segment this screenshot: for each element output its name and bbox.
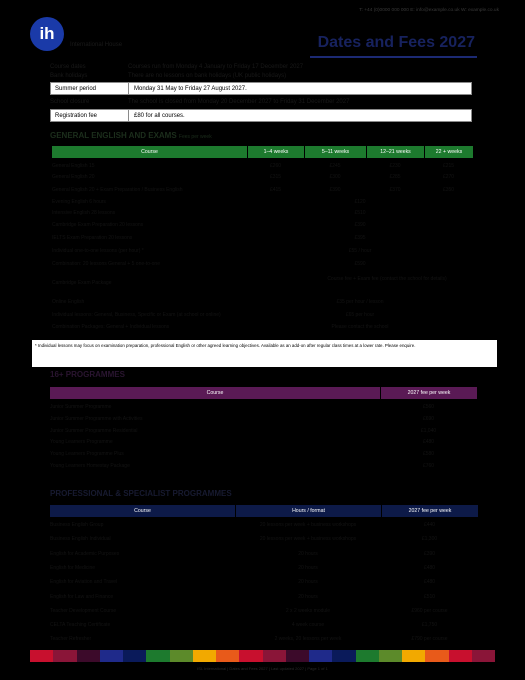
fee-flat: Course fee + Exam fee (contact the school for details) bbox=[327, 276, 447, 282]
fee-per-week: £1,750 bbox=[421, 622, 438, 629]
fee-flat: £390 bbox=[354, 222, 366, 228]
page-footer: ISL International | Dates and Fees 2027 | Last updated 2027 | Page 1 of 1 bbox=[197, 666, 328, 671]
info-row-summer bbox=[50, 82, 472, 95]
color-stripe-segment bbox=[309, 650, 332, 662]
table-row bbox=[50, 437, 477, 448]
col-header-course: Course bbox=[206, 390, 224, 396]
color-stripe-segment bbox=[263, 650, 286, 662]
fee-flat: £395 bbox=[354, 235, 366, 241]
col-header-22-plus: 22 + weeks bbox=[424, 146, 473, 158]
hours-format: 4 week course bbox=[291, 622, 325, 629]
hours-format: 20 hours bbox=[298, 593, 318, 600]
fee-per-week: £480 bbox=[423, 579, 436, 586]
table-row bbox=[50, 591, 478, 604]
info-label: Registration fee bbox=[51, 110, 129, 121]
table-row bbox=[52, 184, 473, 196]
fee-flat: Please contact the school bbox=[331, 324, 389, 330]
table-row bbox=[52, 232, 473, 244]
col-header-fee: 2027 fee per week bbox=[380, 387, 477, 399]
section-title-text: GENERAL ENGLISH AND EXAMS bbox=[50, 131, 177, 140]
color-stripe-segment bbox=[193, 650, 216, 662]
table-row bbox=[50, 576, 478, 589]
hours-format: 20 hours bbox=[298, 579, 318, 586]
course-name: English for Academic Purposes bbox=[50, 550, 120, 557]
course-name: Young Learners Homestay Package bbox=[50, 463, 130, 469]
fee-per-week: £760 bbox=[422, 463, 435, 469]
footnote: * Individual lessons may focus on examination preparation, professional English or other agreed learning objectives. Available as an add-on after regular class times at a lower rate. Please enquire. bbox=[32, 340, 497, 367]
section-title-professional: PROFESSIONAL & SPECIALIST PROGRAMMES bbox=[50, 489, 232, 498]
hours-format: 20 lessons per week + business workshops bbox=[259, 536, 357, 543]
course-name: English for Aviation and Travel bbox=[50, 579, 118, 586]
color-stripe-segment bbox=[472, 650, 495, 662]
fee-12-21-weeks: £285 bbox=[389, 174, 401, 180]
fee-5-11-weeks: £245 bbox=[329, 163, 341, 169]
fee-12-21-weeks: £370 bbox=[389, 187, 401, 193]
table-row bbox=[50, 414, 477, 425]
hours-format: 20 lessons per week + business workshops bbox=[259, 522, 357, 528]
col-header-course: Course bbox=[134, 508, 151, 514]
young-table-header bbox=[50, 387, 477, 399]
course-name: English for Law and Finance bbox=[50, 593, 114, 600]
fee-per-week: £390 bbox=[423, 550, 436, 557]
course-name: Young Learners Programme Plus bbox=[50, 451, 124, 458]
fee-flat: £510 bbox=[354, 210, 366, 216]
color-stripe-segment bbox=[123, 650, 146, 662]
fee-5-11-weeks: £300 bbox=[329, 174, 341, 180]
fee-12-21-weeks: £230 bbox=[389, 163, 401, 169]
fee-5-11-weeks: £390 bbox=[329, 187, 341, 193]
hours-format: 20 hours bbox=[298, 550, 318, 557]
fee-per-week: £1,300 bbox=[421, 536, 438, 543]
table-row bbox=[52, 208, 473, 219]
professional-table-header bbox=[50, 505, 478, 517]
fee-per-week: £1,040 bbox=[420, 427, 437, 434]
info-value: £80 for all courses. bbox=[134, 113, 185, 119]
course-name: Junior Summer Programme Residential bbox=[50, 427, 138, 434]
course-name: IELTS Exam Preparation 20 lessons bbox=[52, 235, 133, 241]
color-stripe-segment bbox=[170, 650, 193, 662]
course-name: General English 20 + Exam Preparation / Business English bbox=[52, 187, 183, 193]
fee-flat: £35 per hour / lesson bbox=[336, 299, 384, 305]
info-row-course-dates bbox=[50, 64, 472, 70]
contact-details: T: +44 (0)0000 000 000 E: info@example.co.uk W: example.co.uk bbox=[359, 8, 499, 13]
course-name: Individual lessons: General, Business, Specific or Exam (at school or online) bbox=[52, 312, 221, 318]
color-stripe-segment bbox=[77, 650, 100, 662]
logo-caption: International House bbox=[70, 42, 123, 48]
fee-22-plus-weeks: £350 bbox=[442, 187, 455, 193]
course-name: Teacher Development Course bbox=[50, 607, 117, 614]
table-row bbox=[52, 272, 473, 294]
fee-per-week: £510 bbox=[423, 593, 436, 600]
table-row bbox=[50, 449, 477, 460]
section-title-general bbox=[50, 131, 212, 140]
table-row bbox=[50, 533, 478, 546]
color-stripe-segment bbox=[30, 650, 53, 662]
course-name: Intensive English 28 lessons bbox=[52, 210, 116, 216]
course-name: Cambridge Exam Preparation 20 lessons bbox=[52, 222, 144, 228]
fee-flat: £590 bbox=[354, 261, 366, 267]
color-stripe-segment bbox=[379, 650, 402, 662]
course-name: Business English Group bbox=[50, 522, 104, 528]
fee-flat: £65 per hour bbox=[345, 312, 375, 318]
fee-22-plus-weeks: £215 bbox=[442, 163, 455, 169]
course-name: Evening English 6 hours bbox=[52, 199, 106, 205]
table-row bbox=[52, 172, 473, 183]
table-row bbox=[50, 633, 478, 646]
table-row bbox=[52, 161, 473, 172]
color-stripe-segment bbox=[402, 650, 425, 662]
course-name: Individual one-to-one lessons (per hour) * bbox=[52, 248, 144, 254]
table-row bbox=[50, 402, 477, 413]
info-row-closure bbox=[50, 99, 472, 105]
fee-per-week: £690 bbox=[422, 415, 435, 422]
course-name: Junior Summer Programme bbox=[50, 404, 112, 410]
course-name: Cambridge Exam Package bbox=[52, 280, 112, 286]
page-title: Dates and Fees 2027 bbox=[317, 34, 475, 51]
fee-1-4-weeks: £315 bbox=[269, 174, 282, 180]
col-header-fee: 2027 fee per week bbox=[381, 505, 478, 517]
color-stripe-segment bbox=[216, 650, 239, 662]
table-row bbox=[50, 548, 478, 561]
info-label: Summer period bbox=[51, 83, 129, 94]
course-name: Online English bbox=[52, 299, 85, 305]
table-row bbox=[52, 322, 473, 333]
col-header-12-21: 12–21 weeks bbox=[366, 146, 424, 158]
fee-per-week: £790 per course bbox=[411, 636, 448, 643]
color-stripe-segment bbox=[53, 650, 76, 662]
course-name: CELTA Teaching Certificate bbox=[50, 622, 111, 629]
course-name: Business English Individual bbox=[50, 536, 111, 543]
table-row bbox=[50, 562, 478, 575]
color-stripe-segment bbox=[146, 650, 169, 662]
table-row bbox=[52, 296, 473, 308]
general-table-header bbox=[52, 146, 473, 158]
course-name: Young Learners Programme bbox=[50, 439, 113, 446]
fee-per-week: £480 bbox=[423, 564, 436, 571]
color-stripe bbox=[30, 650, 495, 662]
section-subtitle: Fees per week bbox=[178, 134, 212, 140]
fee-1-4-weeks: £260 bbox=[269, 163, 282, 169]
course-name: General English 15 bbox=[52, 163, 95, 169]
table-row bbox=[50, 519, 478, 532]
color-stripe-segment bbox=[356, 650, 379, 662]
info-value: Courses run from Monday 4 January to Friday 17 December 2027 bbox=[128, 64, 304, 70]
info-label: Course dates bbox=[50, 64, 86, 70]
col-header-course: Course bbox=[141, 149, 158, 155]
info-value: There are no lessons on bank holidays (UK public holidays) bbox=[128, 73, 287, 79]
table-row bbox=[52, 258, 473, 270]
color-stripe-segment bbox=[449, 650, 472, 662]
course-name: English for Medicine bbox=[50, 564, 96, 571]
fee-1-4-weeks: £415 bbox=[269, 187, 282, 193]
table-row bbox=[50, 426, 477, 437]
fee-flat: £55 / hour bbox=[348, 248, 372, 254]
info-value: Monday 31 May to Friday 27 August 2027. bbox=[134, 86, 247, 92]
title-divider bbox=[310, 56, 477, 58]
fee-per-week: £440 bbox=[423, 522, 436, 528]
fee-per-week: £960 per course bbox=[411, 607, 448, 614]
course-name: Combination Packages: General + Individual lessons bbox=[52, 324, 170, 330]
fee-per-week: £480 bbox=[422, 439, 435, 446]
col-header-hours: Hours / format bbox=[235, 505, 381, 517]
course-name: Junior Summer Programme with Activities bbox=[50, 415, 143, 422]
color-stripe-segment bbox=[239, 650, 262, 662]
hours-format: 2 weeks, 20 lessons per week bbox=[274, 636, 342, 643]
info-row-bank-holidays bbox=[50, 73, 472, 79]
info-label: School closure bbox=[50, 99, 90, 105]
info-value: The school is closed from Monday 20 December 2027 to Friday 31 December 2027 bbox=[128, 99, 350, 105]
col-header-1-4: 1–4 weeks bbox=[247, 146, 304, 158]
table-row bbox=[52, 310, 473, 321]
color-stripe-segment bbox=[332, 650, 355, 662]
table-row bbox=[50, 461, 477, 472]
table-row bbox=[50, 605, 478, 618]
hours-format: 20 hours bbox=[298, 564, 318, 571]
ih-logo: ih bbox=[30, 17, 64, 51]
course-name: Teacher Refresher bbox=[50, 636, 92, 643]
course-name: General English 20 bbox=[52, 174, 95, 180]
info-label: Bank holidays bbox=[50, 73, 88, 79]
course-name: Combination: 20 lessons General + 5 one-to-one bbox=[52, 261, 160, 267]
section-title-young: 16+ PROGRAMMES bbox=[50, 370, 125, 379]
info-row-registration bbox=[50, 109, 472, 122]
table-row bbox=[50, 619, 478, 632]
table-row bbox=[52, 220, 473, 231]
table-row bbox=[52, 246, 473, 257]
fee-flat: £120 bbox=[354, 199, 366, 205]
color-stripe-segment bbox=[100, 650, 123, 662]
fee-per-week: £560 bbox=[422, 404, 435, 410]
color-stripe-segment bbox=[286, 650, 309, 662]
color-stripe-segment bbox=[425, 650, 448, 662]
table-row bbox=[52, 197, 473, 208]
hours-format: 2 x 2 weeks module bbox=[285, 607, 331, 614]
fee-per-week: £580 bbox=[422, 451, 435, 458]
col-header-5-11: 5–11 weeks bbox=[304, 146, 366, 158]
fee-22-plus-weeks: £270 bbox=[442, 174, 455, 180]
